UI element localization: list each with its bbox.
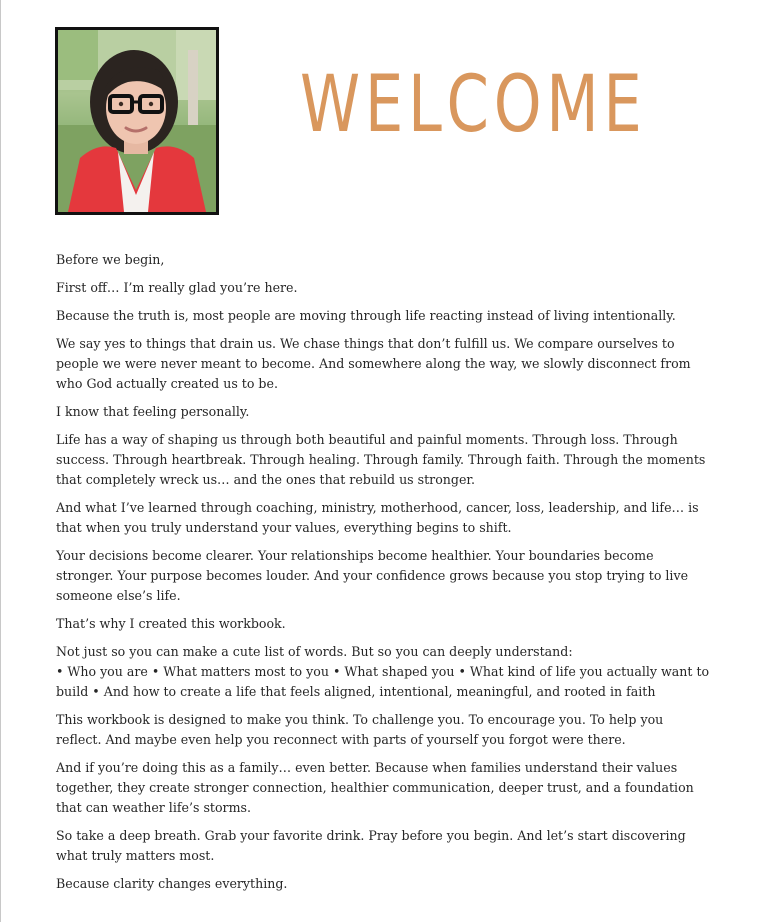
paragraph: And what I’ve learned through coaching, ministry, motherhood, cancer, loss, leadership, and life… is that when you truly understand your values, everything begins to shift. — [56, 500, 699, 535]
letter-body — [56, 250, 711, 902]
paragraph: Life has a way of shaping us through both beautiful and painful moments. Through loss. Through success. Through heartbreak. Through healing. Through family. Through faith. Through the moments that completely wreck us… and the ones that rebuild us stronger. — [56, 432, 706, 487]
paragraph: So take a deep breath. Grab your favorite drink. Pray before you begin. And let’s start discovering what truly matters most. — [56, 828, 686, 863]
paragraph: I know that feeling personally. — [56, 404, 250, 419]
portrait-illustration — [58, 30, 216, 212]
paragraph-greeting: Before we begin, — [56, 252, 165, 267]
paragraph: We say yes to things that drain us. We chase things that don’t fulfill us. We compare ourselves to people we were never meant to become. And somewhere along the way, we slowly disconnect from who God actually created us to be. — [56, 336, 691, 391]
paragraph: First off… I’m really glad you’re here. — [56, 280, 298, 295]
paragraph: That’s why I created this workbook. — [56, 616, 286, 631]
portrait-photo — [55, 27, 219, 215]
paragraph: Because the truth is, most people are moving through life reacting instead of living intentionally. — [56, 308, 676, 323]
paragraph: And if you’re doing this as a family… even better. Because when families understand their values together, they create stronger connection, healthier communication, deeper trust, and a foundation that can weather life’s storms. — [56, 760, 694, 815]
page-edge — [0, 0, 1, 922]
paragraph: Not just so you can make a cute list of words. But so you can deeply understand: — [56, 644, 573, 659]
bullet-list: • Who you are • What matters most to you • What shaped you • What kind of life you actually want to build • And how to create a life that feels aligned, intentional, meaningful, and rooted in faith — [56, 664, 710, 699]
paragraph: This workbook is designed to make you think. To challenge you. To encourage you. To help you reflect. And maybe even help you reconnect with parts of yourself you forgot were there. — [56, 712, 664, 747]
paragraph: Your decisions become clearer. Your relationships become healthier. Your boundaries become stronger. Your purpose becomes louder. And your confidence grows because you stop trying to live someone else’s life. — [56, 548, 689, 603]
paragraph-closing: Because clarity changes everything. — [56, 876, 288, 891]
page-title: WELCOME — [300, 60, 647, 150]
